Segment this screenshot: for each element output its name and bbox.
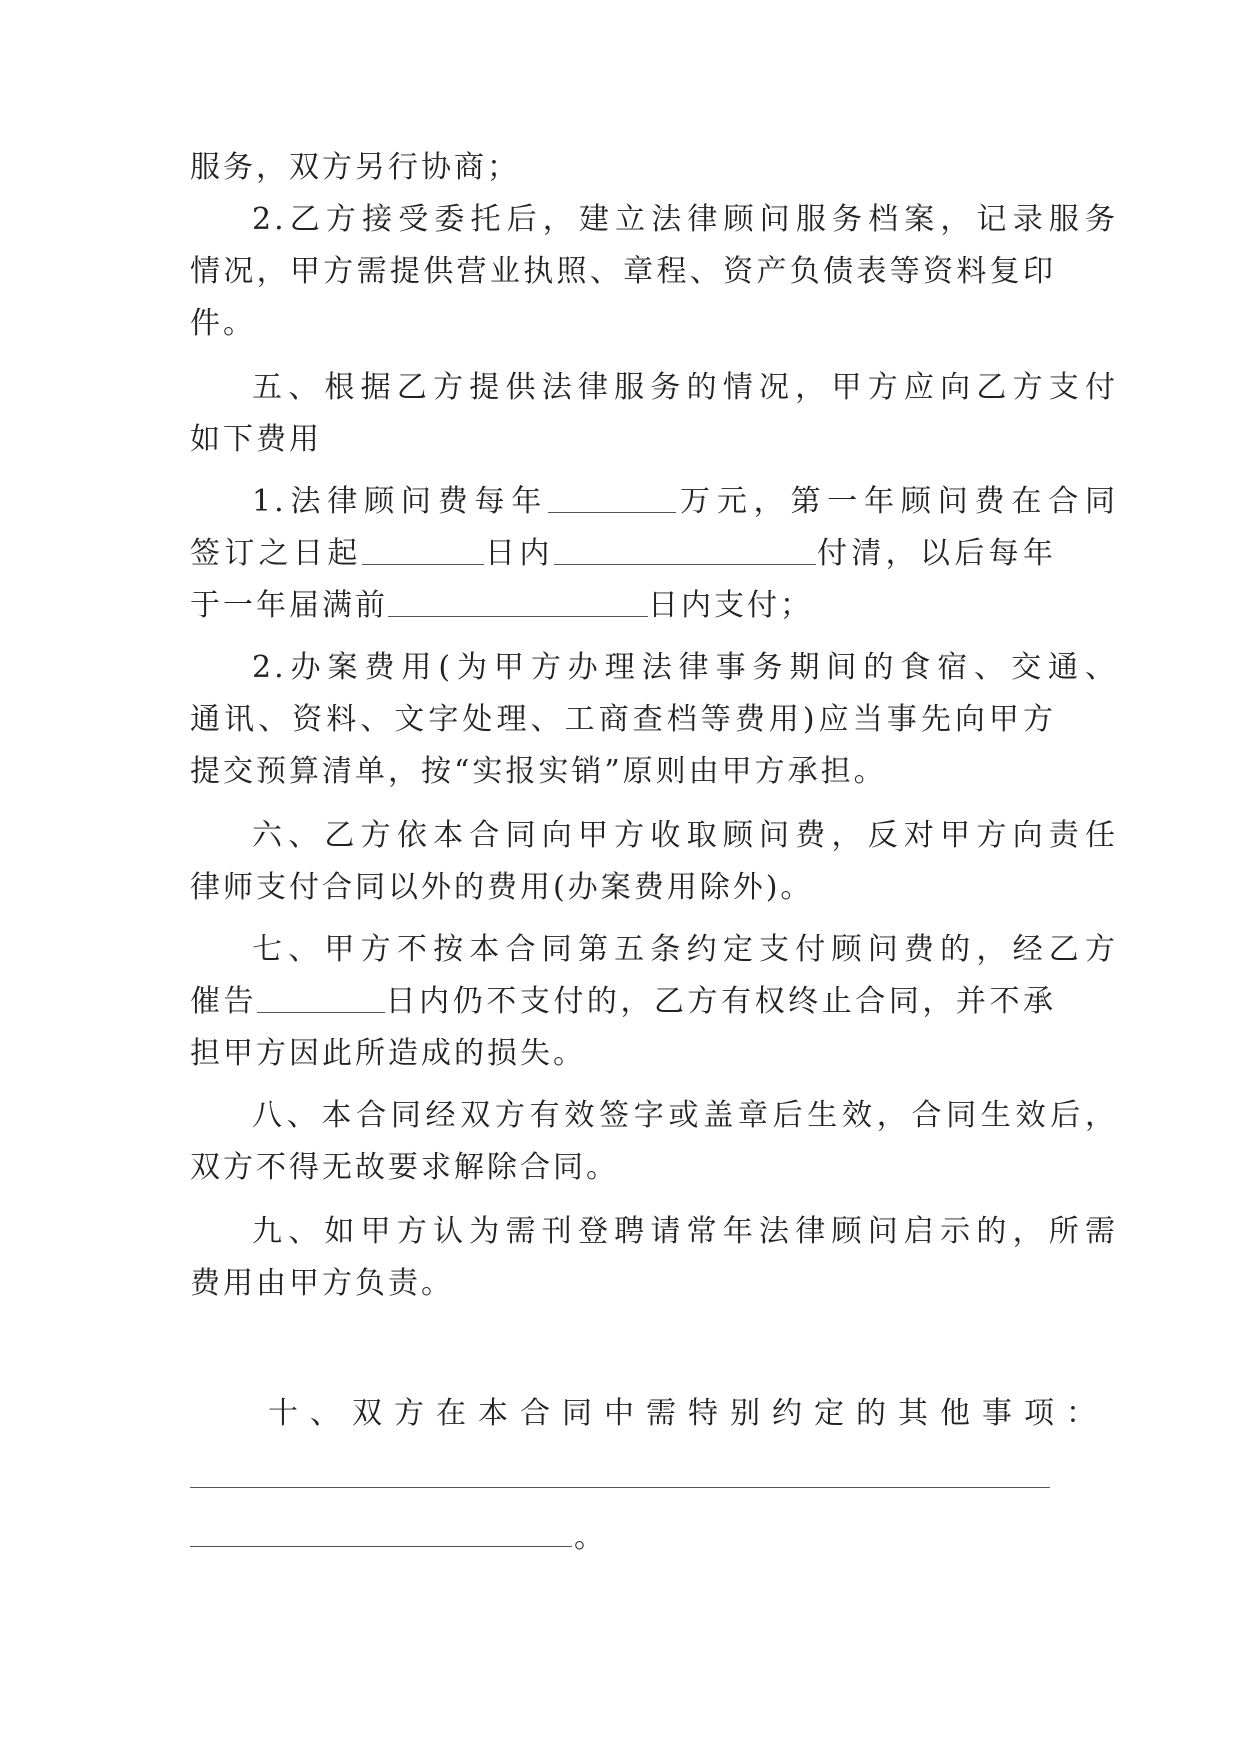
fill-in-blank: [554, 534, 816, 565]
line-text: 签订之日起: [190, 536, 362, 571]
closing-punctuation: 。: [574, 1520, 604, 1555]
paragraph-line: 六、乙方依本合同向甲方收取顾问费，反对甲方向责任: [252, 818, 1118, 853]
line-text: 万元，第一年顾问费在合同: [676, 484, 1119, 519]
paragraph-line: 十、双方在本合同中需特别约定的其他事项：: [268, 1396, 1108, 1431]
paragraph-line: 八、本合同经双方有效签字或盖章后生效，合同生效后，: [252, 1098, 1118, 1133]
line-text: 于一年届满前: [190, 588, 388, 623]
paragraph-line: 九、如甲方认为需刊登聘请常年法律顾问启示的，所需: [252, 1214, 1118, 1249]
fill-in-blank: [388, 586, 648, 617]
paragraph-line: 提交预算清单，按“实报实销”原则由甲方承担。: [190, 754, 887, 789]
line-text: 日内: [483, 536, 554, 571]
line-text: 付清，以后每年: [815, 536, 1057, 571]
paragraph-line: [190, 532, 1056, 576]
paragraph-line: [190, 584, 1056, 628]
line-text: 催告: [190, 984, 258, 1019]
paragraph-line: 2.办案费用(为甲方办理法律事务期间的食宿、交通、: [252, 650, 1118, 685]
paragraph-line: [252, 480, 1118, 524]
fill-in-blank: [362, 534, 484, 565]
paragraph-line: 五、根据乙方提供法律服务的情况，甲方应向乙方支付: [252, 370, 1118, 405]
paragraph-line: 通讯、资料、文字处理、工商查档等费用)应当事先向甲方: [190, 702, 1056, 737]
line-text: 1.法律顾问费每年: [252, 484, 549, 519]
paragraph-line: [190, 980, 1056, 1024]
paragraph-line: 件。: [190, 306, 256, 341]
paragraph-line: 七、甲方不按本合同第五条约定支付顾问费的，经乙方: [252, 932, 1118, 967]
paragraph-line: 服务，双方另行协商；: [190, 150, 520, 185]
fill-in-blank: [257, 982, 385, 1013]
fill-in-blank: [548, 482, 676, 513]
paragraph-line: 2.乙方接受委托后，建立法律顾问服务档案，记录服务: [252, 202, 1118, 237]
paragraph-line: 费用由甲方负责。: [190, 1266, 454, 1301]
line-text: 日内仍不支付的，乙方有权终止合同，并不承: [385, 984, 1057, 1019]
fill-in-rule: [190, 1546, 572, 1547]
line-text: 日内支付；: [648, 588, 813, 623]
paragraph-line: 双方不得无故要求解除合同。: [190, 1150, 619, 1185]
paragraph-line: 担甲方因此所造成的损失。: [190, 1036, 586, 1071]
paragraph-line: 如下费用: [190, 422, 322, 457]
paragraph-line: 律师支付合同以外的费用(办案费用除外)。: [190, 870, 814, 905]
paragraph-line: 情况，甲方需提供营业执照、章程、资产负债表等资料复印: [190, 254, 1056, 289]
fill-in-rule: [190, 1487, 1050, 1488]
